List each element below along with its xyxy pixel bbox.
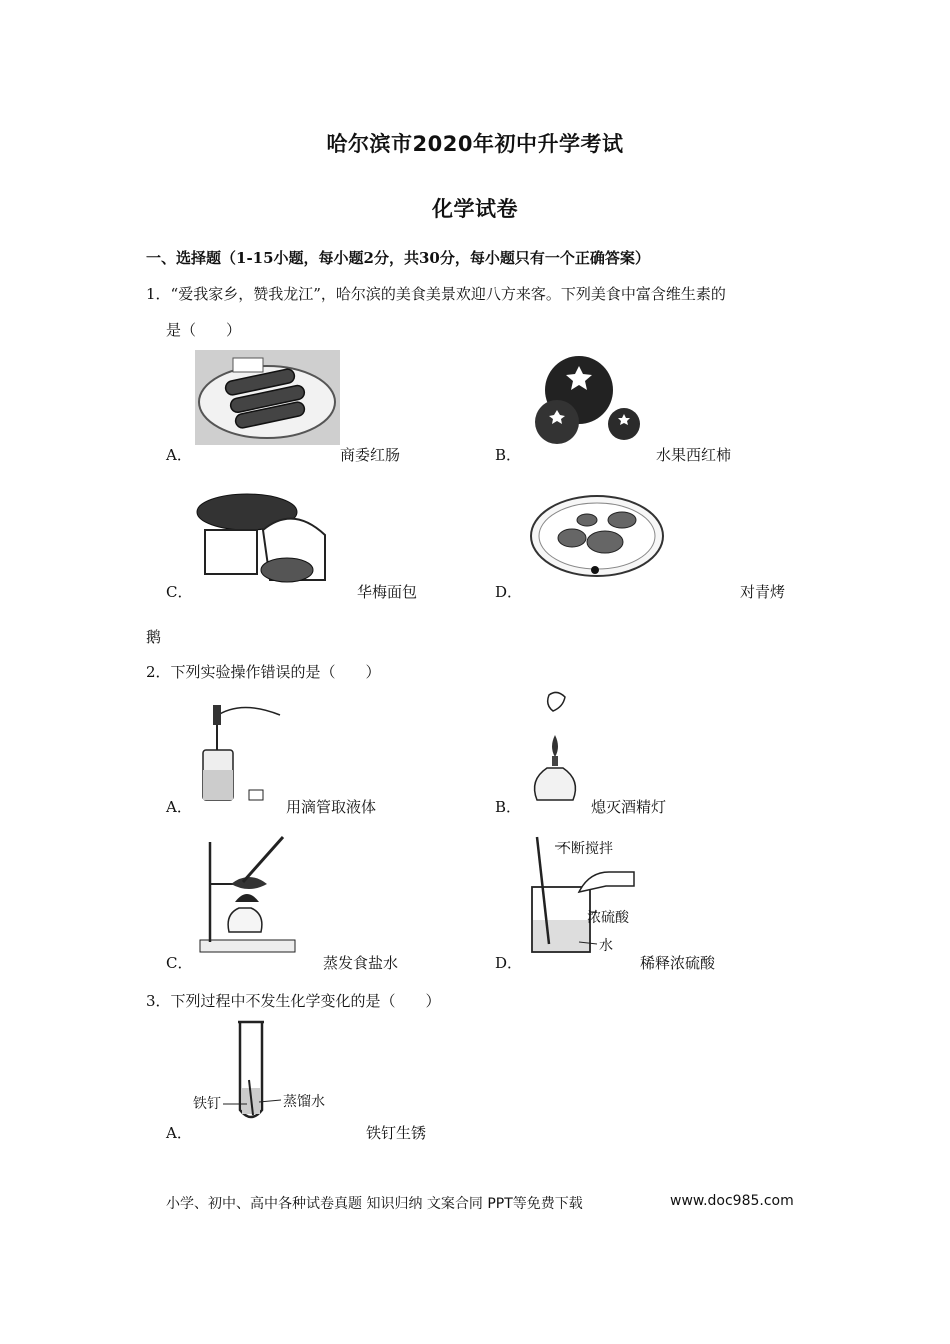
q2-option-b-caption: 熄灭酒精灯 <box>591 798 667 816</box>
test-tube-nail-icon <box>193 1020 343 1125</box>
q1-option-d-letter[interactable]: D． <box>495 583 523 601</box>
water-label: 水 <box>599 938 613 954</box>
q1-option-c-caption: 华梅面包 <box>357 583 418 601</box>
q2-option-a-caption: 用滴管取液体 <box>286 798 377 816</box>
q1-option-a-caption: 商委红肠 <box>340 446 401 464</box>
page-title: 哈尔滨市2020年初中升学考试 <box>326 132 624 156</box>
dropper-bottle-icon <box>195 695 285 810</box>
q1-option-b-caption: 水果西红柿 <box>656 446 732 464</box>
q2-option-b-letter[interactable]: B． <box>495 798 522 816</box>
q1-option-d-caption-wrap: 鹅 <box>146 628 162 646</box>
bread-icon <box>195 490 330 585</box>
q3-option-a-letter[interactable]: A． <box>166 1124 192 1142</box>
footer-url[interactable]: www.doc985.com <box>670 1193 794 1209</box>
section-heading: 一、选择题（1-15小题，每小题2分，共30分，每小题只有一个正确答案） <box>146 249 650 267</box>
q2-option-a-letter[interactable]: A． <box>166 798 192 816</box>
question-3-stem: 3．下列过程中不发生化学变化的是（ ） <box>146 992 441 1010</box>
stir-label: 不断搅拌 <box>557 841 613 857</box>
alcohol-lamp-icon <box>527 690 587 810</box>
question-1-stem: 1．“爱我家乡，赞我龙江”，哈尔滨的美食美景欢迎八方来客。下列美食中富含维生素的 <box>146 285 726 303</box>
q2-option-d-caption: 稀释浓硫酸 <box>640 954 716 972</box>
tomatoes-icon <box>527 352 647 447</box>
q1-option-a-letter[interactable]: A． <box>166 446 192 464</box>
q3-option-a-caption: 铁钉生锈 <box>366 1124 427 1142</box>
q1-option-d-caption: 对青烤 <box>740 583 786 601</box>
footer-text: 小学、初中、高中各种试卷真题 知识归纳 文案合同 PPT等免费下载 <box>166 1196 583 1212</box>
roast-goose-plate-icon <box>527 490 667 582</box>
page-subtitle: 化学试卷 <box>432 197 518 221</box>
sausage-plate-icon <box>195 350 340 445</box>
acid-label: 浓硫酸 <box>587 910 629 926</box>
distilled-water-label: 蒸馏水 <box>283 1094 325 1110</box>
question-2-stem: 2．下列实验操作错误的是（ ） <box>146 663 381 681</box>
question-1-stem-cont: 是（ ） <box>166 321 242 339</box>
q1-option-c-letter[interactable]: C． <box>166 583 193 601</box>
q2-option-c-letter[interactable]: C． <box>166 954 193 972</box>
nail-label: 铁钉 <box>193 1096 221 1112</box>
q1-option-b-letter[interactable]: B． <box>495 446 522 464</box>
q2-option-d-letter[interactable]: D． <box>495 954 523 972</box>
dilution-beaker-icon <box>527 832 642 962</box>
q2-option-c-caption: 蒸发食盐水 <box>323 954 399 972</box>
evaporation-setup-icon <box>195 832 300 957</box>
